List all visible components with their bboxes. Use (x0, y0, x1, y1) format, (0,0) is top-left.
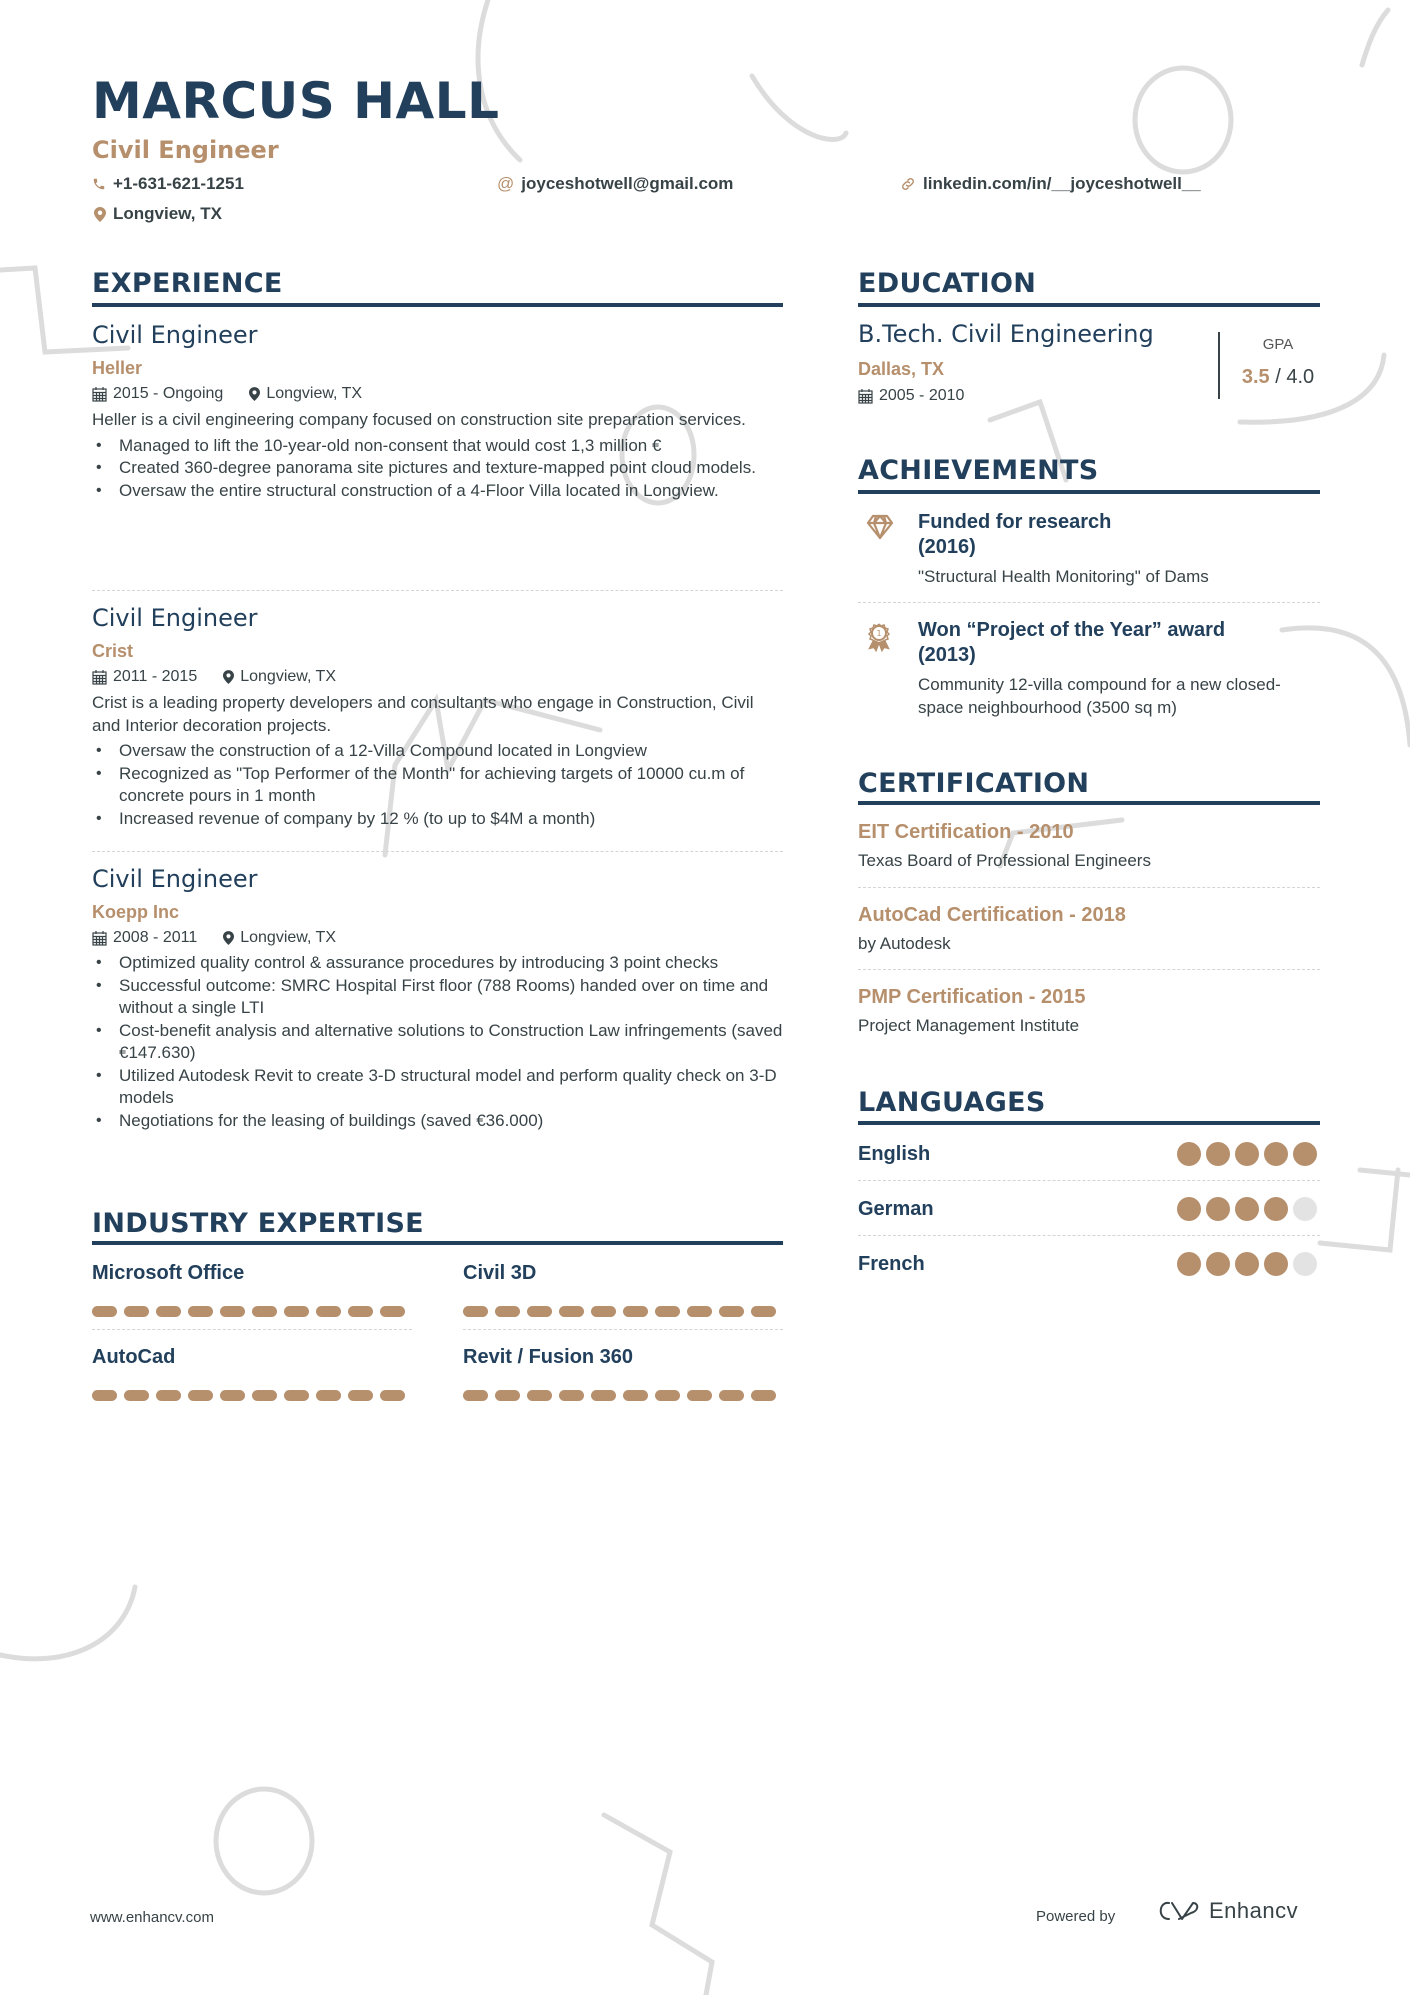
job-bullet: • Cost-benefit analysis and alternative solutions to Construction Law infringements (saved €147.630) (92, 1020, 783, 1065)
skill-name: AutoCad (92, 1346, 176, 1368)
location-text: Longview, TX (113, 204, 222, 223)
calendar-icon (92, 930, 107, 946)
experience-item (92, 864, 783, 1132)
job-dates: 2011 - 2015 (113, 668, 198, 685)
education-dates: 2005 - 2010 (879, 387, 965, 404)
enhancv-logo-icon (1155, 1899, 1201, 1923)
contact-phone[interactable] (92, 174, 244, 194)
certification-item (858, 903, 1320, 954)
enhancv-brand-text: Enhancv (1209, 1898, 1299, 1923)
job-bullet: • Managed to lift the 10-year-old non-consent that would cost 1,3 million € (92, 435, 783, 458)
language-level-dots (1177, 1197, 1317, 1221)
job-role: Civil Engineer (92, 604, 258, 632)
job-company: Heller (92, 358, 143, 378)
job-location: Longview, TX (266, 385, 363, 402)
language-name: English (858, 1142, 931, 1165)
divider (463, 1329, 783, 1330)
job-bullet: • Successful outcome: SMRC Hospital First floor (788 Rooms) handed over on time and without a single LTI (92, 975, 783, 1020)
achievement-title: Won “Project of the Year” award (2013) (918, 619, 1226, 666)
skill-item (92, 1345, 412, 1401)
experience-heading: EXPERIENCE (92, 268, 283, 299)
certification-rule (858, 801, 1320, 805)
certification-item (858, 985, 1320, 1036)
divider (92, 1329, 412, 1330)
map-pin-icon (223, 670, 234, 684)
certification-heading: CERTIFICATION (858, 768, 1090, 799)
expertise-rule (92, 1241, 783, 1245)
skill-level-bar (463, 1306, 783, 1317)
job-bullet: • Negotiations for the leasing of buildings (saved €36.000) (92, 1110, 783, 1133)
job-bullet: • Utilized Autodesk Revit to create 3-D structural model and perform quality check on 3-D models (92, 1065, 783, 1110)
certification-issuer: Texas Board of Professional Engineers (858, 851, 1151, 870)
divider (92, 590, 783, 591)
achievements-heading: ACHIEVEMENTS (858, 455, 1099, 486)
skill-level-bar (92, 1306, 412, 1317)
skill-level-bar (92, 1390, 412, 1401)
languages-heading: LANGUAGES (858, 1087, 1046, 1118)
award-ribbon-icon (866, 622, 894, 650)
map-pin-icon (223, 931, 234, 945)
gpa-max: 4.0 (1286, 366, 1315, 388)
job-bullet: • Optimized quality control & assurance procedures by introducing 3 point checks (92, 952, 783, 975)
job-bullet: • Increased revenue of company by 12 % (to up to $4M a month) (92, 808, 783, 831)
achievement-description: "Structural Health Monitoring" of Dams (918, 567, 1209, 586)
language-item (858, 1194, 1320, 1224)
job-meta (92, 666, 783, 688)
gpa-label: GPA (1262, 336, 1294, 353)
job-role: Civil Engineer (92, 865, 258, 893)
skill-name: Civil 3D (463, 1262, 537, 1284)
skill-item (463, 1261, 783, 1317)
job-company: Crist (92, 641, 134, 661)
phone-text: +1-631-621-1251 (113, 174, 244, 193)
experience-item (92, 603, 783, 830)
job-meta (92, 927, 783, 949)
divider (858, 969, 1320, 970)
enhancv-logo[interactable] (1155, 1898, 1298, 1924)
job-dates: 2008 - 2011 (113, 929, 198, 946)
certification-item (858, 820, 1320, 871)
education-degree: B.Tech. Civil Engineering (858, 320, 1154, 348)
gpa-value (1230, 366, 1326, 389)
map-pin-icon (249, 387, 260, 401)
achievement-item (858, 510, 1320, 589)
divider (858, 887, 1320, 888)
gpa-divider (1218, 332, 1220, 399)
job-bullet: • Created 360-degree panorama site pictures and texture-mapped point cloud models. (92, 457, 783, 480)
diamond-icon (866, 514, 894, 542)
divider (92, 851, 783, 852)
contact-location (94, 204, 222, 224)
achievement-description: Community 12-villa compound for a new closed-space neighbourhood (3500 sq m) (918, 675, 1281, 717)
job-location: Longview, TX (240, 929, 336, 946)
calendar-icon (92, 669, 107, 685)
language-name: French (858, 1252, 925, 1275)
achievement-title: Funded for research (2016) (918, 511, 1112, 558)
footer-powered-by: Powered by (1036, 1908, 1116, 1925)
footer-website-link[interactable]: www.enhancv.com (90, 1909, 214, 1926)
expertise-heading: INDUSTRY EXPERTISE (92, 1208, 424, 1239)
phone-icon (92, 177, 106, 191)
skill-name: Revit / Fusion 360 (463, 1346, 634, 1368)
divider (858, 1235, 1320, 1236)
candidate-name: MARCUS HALL (92, 72, 500, 130)
skill-name: Microsoft Office (92, 1262, 245, 1284)
language-level-dots (1177, 1252, 1317, 1276)
job-location: Longview, TX (240, 668, 336, 685)
job-role: Civil Engineer (92, 321, 258, 349)
language-item (858, 1139, 1320, 1169)
certification-issuer: by Autodesk (858, 934, 951, 953)
contact-email[interactable] (497, 174, 733, 194)
languages-rule (858, 1121, 1320, 1125)
job-bullet: • Oversaw the entire structural construction of a 4-Floor Villa located in Longview. (92, 480, 783, 503)
at-icon: @ (497, 174, 515, 193)
gpa-score: 3.5 (1241, 366, 1270, 388)
contact-linkedin[interactable] (900, 174, 1201, 194)
certification-issuer: Project Management Institute (858, 1016, 1080, 1035)
job-description: Heller is a civil engineering company focused on construction site preparation services. (92, 410, 746, 429)
education-rule (858, 303, 1320, 307)
job-bullets (92, 740, 783, 830)
calendar-icon (858, 388, 873, 404)
svg-text:1: 1 (876, 629, 882, 638)
candidate-title: Civil Engineer (92, 136, 279, 164)
skill-item (92, 1261, 412, 1317)
certification-title: EIT Certification - 2010 (858, 821, 1074, 843)
experience-rule (92, 303, 783, 307)
job-bullet: • Recognized as "Top Performer of the Month" for achieving targets of 10000 cu.m of concrete pours in 1 month (92, 763, 783, 808)
education-school: Dallas, TX (858, 359, 945, 379)
job-bullets (92, 952, 783, 1132)
email-text: joyceshotwell@gmail.com (521, 174, 734, 193)
linkedin-text: linkedin.com/in/__joyceshotwell__ (923, 174, 1201, 193)
achievement-item (858, 618, 1320, 719)
calendar-icon (92, 386, 107, 402)
language-name: German (858, 1197, 934, 1220)
job-dates: 2015 - Ongoing (113, 385, 224, 402)
job-bullet: • Oversaw the construction of a 12-Villa Compound located in Longview (92, 740, 783, 763)
experience-item (92, 320, 783, 502)
education-dates-row (858, 387, 964, 405)
job-description: Crist is a leading property developers and consultants who engage in Construction, Civil and Interior decoration projects. (92, 693, 754, 735)
skill-item (463, 1345, 783, 1401)
certification-title: AutoCad Certification - 2018 (858, 904, 1126, 926)
divider (858, 1180, 1320, 1181)
job-company: Koepp Inc (92, 902, 180, 922)
achievements-rule (858, 490, 1320, 494)
language-level-dots (1177, 1142, 1317, 1166)
certification-title: PMP Certification - 2015 (858, 986, 1086, 1008)
job-bullets (92, 435, 783, 503)
skill-level-bar (463, 1390, 783, 1401)
gpa-separator: / (1269, 366, 1287, 388)
link-icon (900, 176, 916, 192)
education-heading: EDUCATION (858, 268, 1037, 299)
language-item (858, 1249, 1320, 1279)
map-pin-icon (94, 207, 106, 222)
divider (858, 602, 1320, 603)
job-meta (92, 383, 783, 405)
